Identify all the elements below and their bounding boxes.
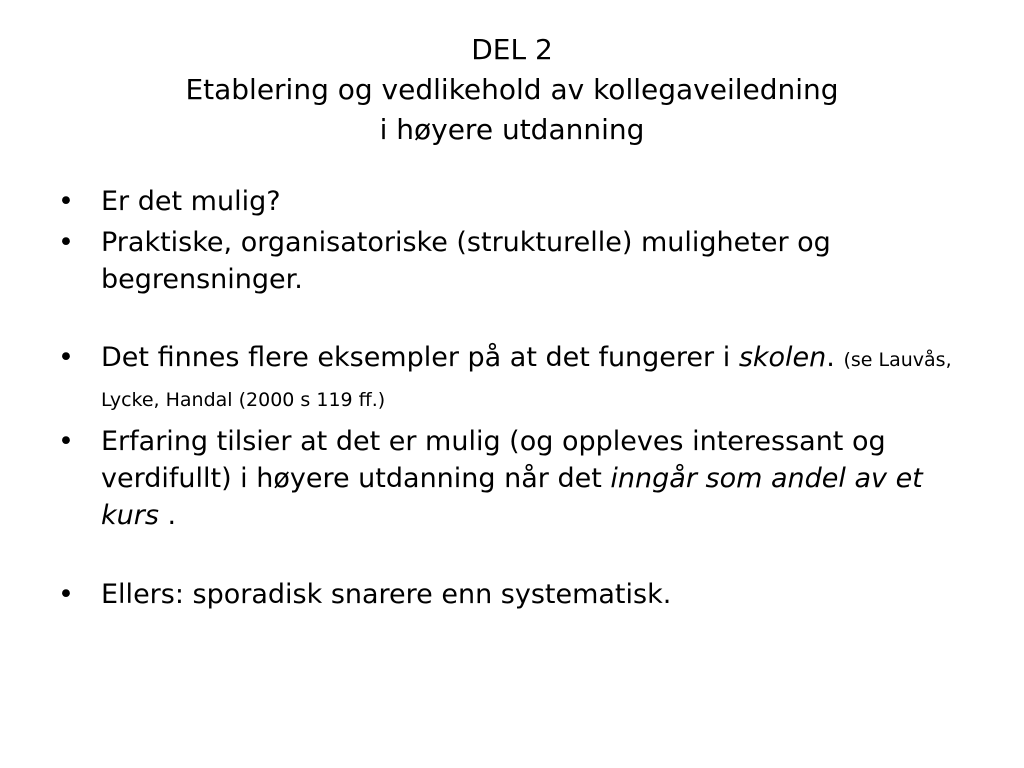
bullet-icon: • — [58, 186, 74, 217]
bullet-text: Ellers: sporadisk snarere enn systematisk. — [101, 579, 672, 610]
bullet-item — [56, 224, 956, 298]
bullet-item — [56, 576, 956, 613]
bullet-text: Det finnes flere eksempler på at det fungerer i — [101, 342, 731, 373]
title-line-1: DEL 2 — [471, 33, 553, 66]
bullet-text: Erfaring tilsier at det er mulig (og oppleves interessant og verdifullt) i høyere utdanning når det — [101, 426, 886, 494]
bullet-icon: • — [58, 579, 74, 610]
bullet-icon: • — [58, 227, 74, 258]
bullet-item — [56, 423, 956, 534]
bullet-italic-text: skolen — [738, 342, 827, 373]
bullet-icon: • — [58, 342, 74, 373]
bullet-item — [56, 339, 956, 419]
bullet-reference-note: (se Lauvås, Lycke, Handal (2000 s 119 ff.) — [101, 349, 952, 411]
bullet-icon: • — [58, 426, 74, 457]
slide-title — [60, 30, 964, 150]
bullet-italic-text: inngår som andel av et kurs — [101, 463, 923, 531]
bullet-text: Praktiske, organisatoriske (strukturelle) muligheter og begrensninger. — [101, 227, 831, 295]
bullet-text: Er det mulig? — [101, 186, 281, 217]
title-line-2: Etablering og vedlikehold av kollegaveiledning — [185, 73, 839, 106]
bullet-punctuation: . — [158, 500, 177, 531]
bullet-item — [56, 183, 956, 220]
bullet-list — [56, 183, 956, 617]
bullet-punctuation: . — [826, 342, 835, 373]
title-line-3: i høyere utdanning — [379, 113, 645, 146]
